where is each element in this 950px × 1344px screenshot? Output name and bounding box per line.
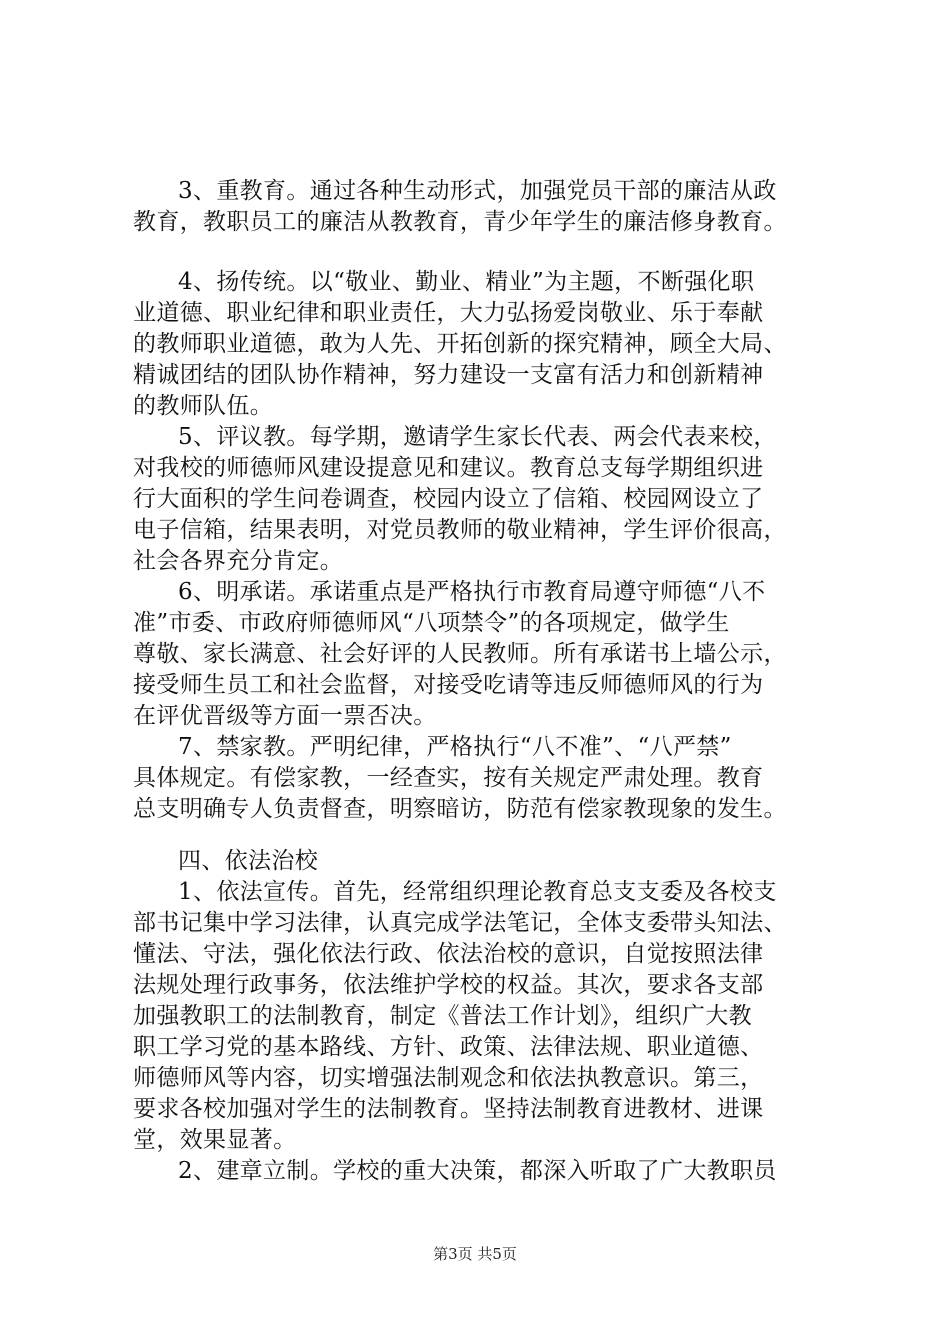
text-line: 师德师风等内容，切实增强法制观念和依法执教意识。第三，	[133, 1065, 764, 1091]
text-line: 业道德、职业纪律和职业责任，大力弘扬爱岗敬业、乐于奉献	[133, 300, 764, 326]
text-line: 要求各校加强对学生的法制教育。坚持法制教育进教材、进课	[133, 1096, 764, 1122]
text-line: 法规处理行政事务，依法维护学校的权益。其次，要求各支部	[133, 972, 764, 998]
text-line: 总支明确专人负责督查，明察暗访，防范有偿家教现象的发生。	[133, 796, 787, 822]
paragraph-block-2	[133, 267, 853, 825]
text-line: 7、禁家教。严明纪律，严格执行“八不准”、“八严禁”	[178, 734, 732, 760]
text-line: 尊敬、家长满意、社会好评的人民教师。所有承诺书上墙公示，	[133, 641, 787, 667]
text-line: 4、扬传统。以“敬业、勤业、精业”为主题，不断强化职	[178, 269, 755, 295]
text-line: 5、评议教。每学期，邀请学生家长代表、两会代表来校，	[178, 424, 777, 450]
text-line: 对我校的师德师风建设提意见和建议。教育总支每学期组织进	[133, 455, 764, 481]
text-line: 加强教职工的法制教育，制定《普法工作计划》，组织广大教	[133, 1003, 752, 1029]
text-line: 教育，教职员工的廉洁从教教育，青少年学生的廉洁修身教育。	[133, 209, 787, 235]
text-line: 电子信箱，结果表明，对党员教师的敬业精神，学生评价很高，	[133, 517, 787, 543]
text-line: 在评优晋级等方面一票否决。	[133, 703, 437, 729]
paragraph-block-3	[133, 846, 853, 1187]
text-line: 的教师队伍。	[133, 393, 274, 419]
paragraph-block-1	[133, 176, 853, 238]
text-line: 部书记集中学习法律，认真完成学法笔记，全体支委带头知法、	[133, 910, 787, 936]
text-line: 职工学习党的基本路线、方针、政策、法律法规、职业道德、	[133, 1034, 764, 1060]
section-heading: 四、依法治校	[178, 848, 319, 874]
text-line: 接受师生员工和社会监督，对接受吃请等违反师德师风的行为	[133, 672, 764, 698]
text-line: 精诚团结的团队协作精神，努力建设一支富有活力和创新精神	[133, 362, 764, 388]
text-line: 社会各界充分肯定。	[133, 548, 344, 574]
text-line: 懂法、守法，强化依法行政、依法治校的意识，自觉按照法律	[133, 941, 764, 967]
text-line: 行大面积的学生问卷调查，校园内设立了信箱、校园网设立了	[133, 486, 764, 512]
page-footer: 第3页 共5页	[433, 1245, 517, 1263]
text-line: 具体规定。有偿家教，一经查实，按有关规定严肃处理。教育	[133, 765, 764, 791]
text-line: 准”市委、市政府师德师风“八项禁令”的各项规定，做学生	[133, 610, 730, 636]
text-line: 2、建章立制。学校的重大决策，都深入听取了广大教职员	[178, 1158, 777, 1184]
text-line: 的教师职业道德，敢为人先、开拓创新的探究精神，顾全大局、	[133, 331, 787, 357]
text-line: 3、重教育。通过各种生动形式，加强党员干部的廉洁从政	[178, 178, 777, 204]
text-line: 1、依法宣传。首先，经常组织理论教育总支支委及各校支	[178, 879, 777, 905]
text-line: 堂，效果显著。	[133, 1127, 297, 1153]
text-line: 6、明承诺。承诺重点是严格执行市教育局遵守师德“八不	[178, 579, 766, 605]
